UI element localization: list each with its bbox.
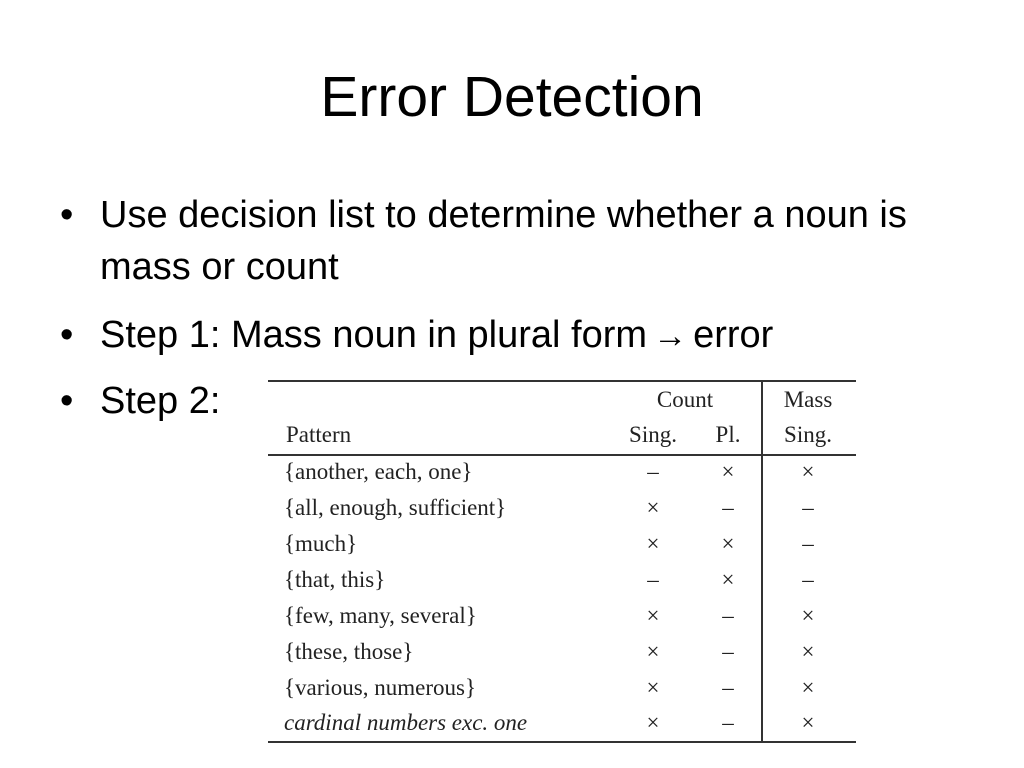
bullet-marker: • bbox=[60, 194, 74, 236]
header-count-group: Count bbox=[656, 387, 714, 412]
bullet-text: Step 1: Mass noun in plural form bbox=[100, 314, 648, 356]
mass-sing-cell: × bbox=[801, 603, 815, 628]
count-pl-cell: × bbox=[721, 459, 735, 484]
count-sing-cell: × bbox=[646, 639, 660, 664]
table-row bbox=[268, 708, 856, 740]
count-sing-cell: × bbox=[646, 531, 660, 556]
bullet-text: Step 2: bbox=[100, 380, 221, 422]
count-sing-cell: – bbox=[647, 567, 659, 592]
count-pl-cell: – bbox=[722, 639, 734, 664]
header-mass-group: Mass bbox=[783, 387, 833, 412]
bullet-text-line bbox=[100, 309, 960, 362]
count-sing-cell: – bbox=[647, 459, 659, 484]
pattern-cell: {various, numerous} bbox=[284, 675, 476, 700]
pattern-cell: {much} bbox=[284, 531, 358, 556]
count-pl-cell: × bbox=[721, 567, 735, 592]
table-row bbox=[268, 601, 856, 635]
count-sing-cell: × bbox=[646, 675, 660, 700]
mass-sing-cell: – bbox=[802, 531, 814, 556]
count-pl-cell: – bbox=[722, 495, 734, 520]
header-count-sing: Sing. bbox=[629, 422, 677, 447]
mass-sing-cell: – bbox=[802, 495, 814, 520]
pattern-cell: {few, many, several} bbox=[284, 603, 477, 628]
pattern-cell: {all, enough, sufficient} bbox=[284, 495, 507, 520]
count-pl-cell: – bbox=[722, 675, 734, 700]
header-mass-sing: Sing. bbox=[784, 422, 832, 447]
pattern-cell: {another, each, one} bbox=[284, 459, 473, 484]
bullet-marker: • bbox=[60, 314, 74, 356]
count-sing-cell: × bbox=[646, 495, 660, 520]
table-row bbox=[268, 529, 856, 563]
count-sing-cell: × bbox=[646, 710, 660, 735]
bullet-item bbox=[60, 309, 960, 361]
table-row bbox=[268, 673, 856, 707]
table-header-rule bbox=[268, 454, 856, 456]
pattern-cell: cardinal numbers exc. one bbox=[284, 710, 528, 735]
mass-sing-cell: × bbox=[801, 710, 815, 735]
bullet-text: Use decision list to determine whether a noun is mass or count bbox=[100, 194, 907, 288]
mass-sing-cell: × bbox=[801, 639, 815, 664]
bullet-marker: • bbox=[60, 380, 74, 422]
bullet-text-suffix: error bbox=[693, 314, 774, 356]
mass-sing-cell: × bbox=[801, 675, 815, 700]
header-count-pl: Pl. bbox=[715, 422, 741, 447]
table-row bbox=[268, 565, 856, 599]
count-pl-cell: – bbox=[722, 603, 734, 628]
pattern-cell: {that, this} bbox=[284, 567, 386, 592]
bullet-item bbox=[60, 189, 960, 299]
table-row bbox=[268, 457, 856, 491]
arrow-right-icon: → bbox=[653, 317, 688, 355]
count-sing-cell: × bbox=[646, 603, 660, 628]
slide-title: Error Detection bbox=[320, 65, 704, 129]
mass-sing-cell: – bbox=[802, 567, 814, 592]
table-row bbox=[268, 493, 856, 527]
table-top-rule bbox=[268, 380, 856, 382]
count-pl-cell: × bbox=[721, 531, 735, 556]
pattern-cell: {these, those} bbox=[284, 639, 414, 664]
header-pattern: Pattern bbox=[286, 422, 352, 447]
table-row bbox=[268, 637, 856, 671]
count-pl-cell: – bbox=[722, 710, 734, 735]
mass-sing-cell: × bbox=[801, 459, 815, 484]
table-bottom-rule bbox=[268, 741, 856, 743]
